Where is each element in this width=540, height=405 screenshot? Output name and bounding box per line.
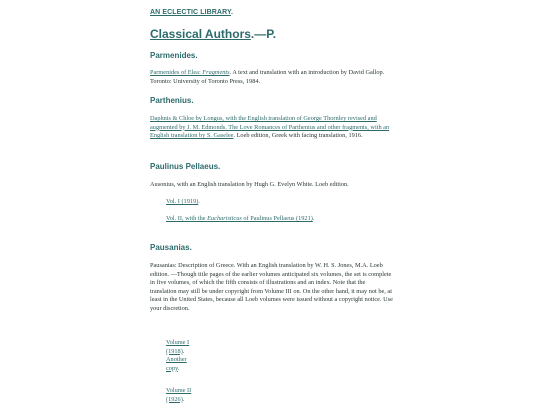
- parmenides-description: . A text and translation with an introduction by David Gallop. Toronto: University of Toronto Press, 1984.: [150, 69, 385, 85]
- parthenius-description: . Loeb edition, Greek with facing translation, 1916.: [233, 132, 363, 140]
- author-heading-pausanias: Pausanias.: [150, 243, 192, 252]
- author-heading-paulinus: Paulinus Pellaeus.: [150, 162, 221, 171]
- site-header-period: .: [230, 9, 234, 16]
- entry-pausanias: Pausanias: Description of Greece. With an English translation by W. H. S. Jones, M.A. Loeb edition. —Though title pages of the earlier volumes anticipated six volumes, the set is complete in five volumes, of which the fifth consists of illustrations and an index. Note that the translation may still be under copyright from Volume III on. On the other hand, it may not be, at least in the United States, because all Loeb volumes were issued without a copyright notice. Use your discretion.: [150, 262, 393, 312]
- author-heading-parmenides: Parmenides.: [150, 51, 198, 60]
- entry-parmenides: [150, 69, 393, 86]
- pausanias-vol2-link[interactable]: Volume II (1926): [166, 387, 192, 403]
- parmenides-link-italic: Fragments: [202, 69, 230, 76]
- entry-paulinus: Ausonius, with an English translation by Hugh G. Evelyn White. Loeb edition.: [150, 181, 349, 188]
- paulinus-vol1-item: [166, 198, 200, 207]
- pausanias-vol2-period: .: [182, 395, 185, 403]
- page-title-suffix: .—P.: [250, 27, 277, 41]
- paulinus-vol2-period: .: [312, 215, 315, 222]
- classical-authors-link[interactable]: Classical Authors: [150, 27, 251, 41]
- paulinus-vol1-link[interactable]: Vol. I (1919): [166, 198, 199, 205]
- paulinus-vol2-item: [166, 215, 326, 224]
- paulinus-vol2-italic: Eucharisticus: [207, 215, 242, 222]
- pausanias-vol1-another-period: .: [177, 364, 180, 372]
- paulinus-vol1-period: .: [198, 198, 200, 205]
- parmenides-fragments-link[interactable]: [150, 69, 230, 76]
- paulinus-vol2-link[interactable]: [166, 215, 313, 222]
- entry-parthenius: [150, 115, 393, 141]
- paulinus-vol2-text-a: Vol. II, with the: [166, 215, 208, 222]
- pausanias-vol1-item: [166, 339, 198, 373]
- pausanias-vol2-item: [166, 387, 198, 404]
- site-header: [150, 9, 233, 16]
- page-title: [150, 27, 276, 41]
- site-home-link[interactable]: AN ECLECTIC LIBRARY: [150, 9, 231, 16]
- pausanias-vol1-period: .: [182, 347, 185, 355]
- pausanias-vol1-another-copy-link[interactable]: Another copy: [166, 356, 187, 372]
- parthenius-loeb-link[interactable]: Daphnis & Chloe by Longus, with the English translation of George Thornley revised and augmented by J. M. Edmonds. The Love Romances of Parthenius and other fragments, with an English translation by S. Gaselee: [150, 115, 390, 140]
- author-heading-parthenius: Parthenius.: [150, 96, 194, 105]
- pausanias-vol1-link[interactable]: Volume I (1918): [166, 339, 190, 355]
- paulinus-vol2-text-c: of Paulinus Pellaeus (1921): [241, 215, 313, 222]
- parmenides-link-title: Parmenides of Elea:: [150, 69, 203, 76]
